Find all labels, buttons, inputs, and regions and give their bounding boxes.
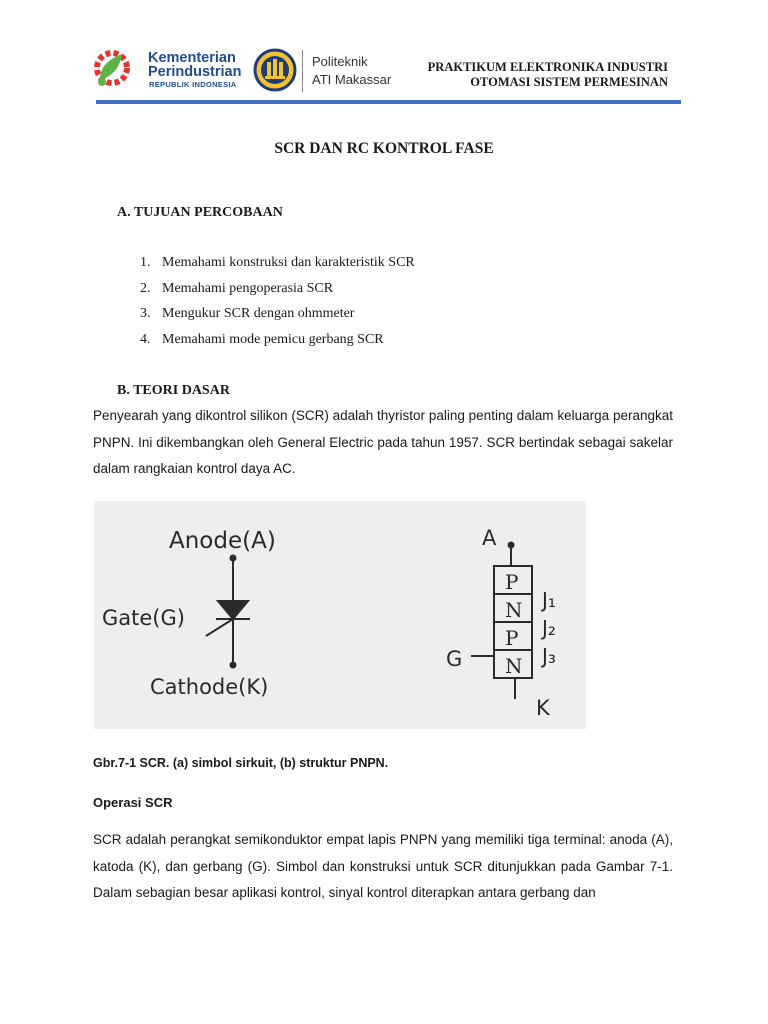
list-item xyxy=(140,331,415,357)
list-item-text: Mengukur SCR dengan ohmmeter xyxy=(162,306,355,321)
junction-j3: J₃ xyxy=(542,644,556,668)
list-item-number: 4. xyxy=(140,331,151,347)
junction-j1: J₁ xyxy=(542,588,556,612)
ministry-name-line1: Kementerian xyxy=(148,50,236,66)
scr-figure xyxy=(94,501,586,729)
structure-cathode-label: K xyxy=(536,696,550,720)
operation-paragraph: SCR adalah perangkat semikonduktor empat lapis PNPN yang memiliki tiga terminal: anoda (A), katoda (K), dan gerbang (G). Simbol dan konstruksi untuk SCR ditunjukkan pada Gambar 7-1. Dalam sebagian besar aplikasi kontrol, sinyal kontrol diterapkan antara gerbang dan xyxy=(93,832,673,900)
ministry-country: REPUBLIK INDONESIA xyxy=(149,80,237,89)
layer-p2: P xyxy=(505,626,519,650)
junction-j2: J₂ xyxy=(542,616,556,640)
kemenperin-logo xyxy=(92,46,132,92)
header-rule xyxy=(96,100,681,104)
list-item xyxy=(140,280,415,306)
objectives-list xyxy=(140,254,415,356)
layer-n1: N xyxy=(505,598,523,622)
operation-heading: Operasi SCR xyxy=(93,795,173,810)
gate-label: Gate(G) xyxy=(102,606,185,630)
course-title-line2: OTOMASI SISTEM PERMESINAN xyxy=(470,75,668,89)
ministry-name-line2: Perindustrian xyxy=(148,64,242,80)
course-title-line1: PRAKTIKUM ELEKTRONIKA INDUSTRI xyxy=(427,60,668,74)
school-name-line1: Politeknik xyxy=(312,54,368,69)
figure-caption: Gbr.7-1 SCR. (a) simbol sirkuit, (b) struktur PNPN. xyxy=(93,756,389,770)
list-item-text: Memahami pengoperasia SCR xyxy=(162,280,334,296)
list-item-text: Memahami konstruksi dan karakteristik SCR xyxy=(162,255,415,270)
anode-label: Anode(A) xyxy=(169,528,276,554)
list-item-number: 3. xyxy=(140,306,151,321)
cathode-label: Cathode(K) xyxy=(150,675,269,699)
structure-gate-label: G xyxy=(446,647,463,671)
header-divider xyxy=(302,50,303,92)
list-item-text: Memahami mode pemicu gerbang SCR xyxy=(162,331,384,347)
layer-n2: N xyxy=(505,654,523,678)
list-item-number: 2. xyxy=(140,280,151,296)
list-item-number: 1. xyxy=(140,255,151,270)
list-item xyxy=(140,254,415,280)
section-b-heading: B. TEORI DASAR xyxy=(117,383,230,398)
list-item xyxy=(140,305,415,331)
document-title: SCR DAN RC KONTROL FASE xyxy=(274,140,494,157)
theory-paragraph: Penyearah yang dikontrol silikon (SCR) adalah thyristor paling penting dalam keluarga perangkat PNPN. Ini dikembangkan oleh General Electric pada tahun 1957. SCR bertindak sebagai sakelar dalam rangkaian kontrol daya AC. xyxy=(93,408,673,476)
atim-logo xyxy=(253,48,297,92)
structure-anode-label: A xyxy=(482,526,497,550)
school-name-line2: ATI Makassar xyxy=(312,72,392,87)
layer-p1: P xyxy=(505,570,519,594)
section-a-heading: A. TUJUAN PERCOBAAN xyxy=(117,205,283,220)
